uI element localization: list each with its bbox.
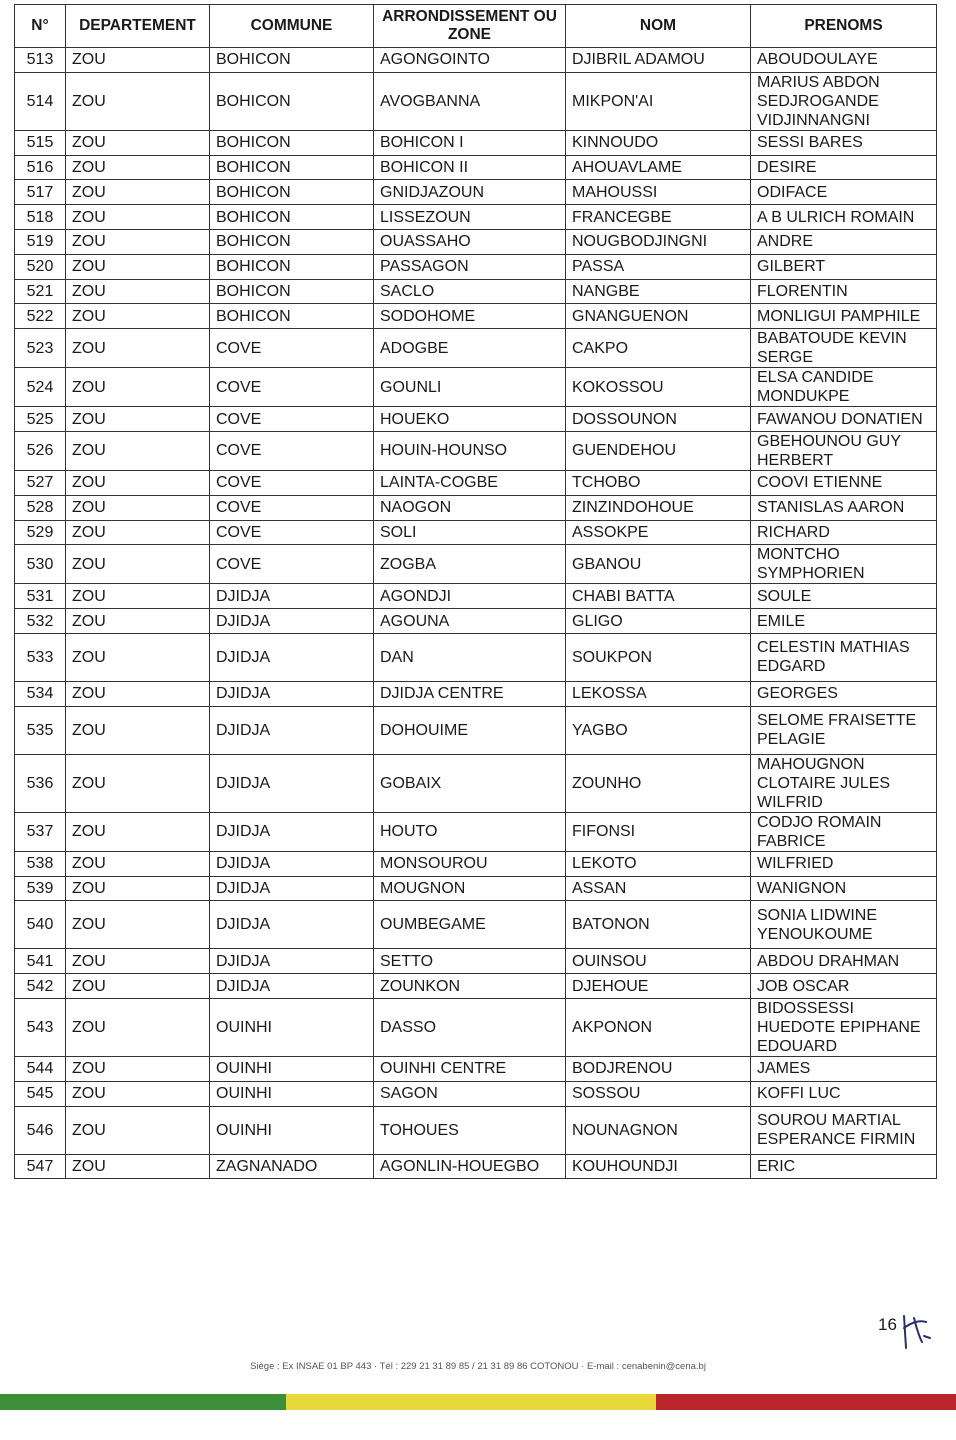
cell-departement: ZOU bbox=[66, 949, 210, 974]
cell-prenoms: FLORENTIN bbox=[751, 279, 937, 304]
cell-commune: BOHICON bbox=[210, 279, 374, 304]
cell-arrondissement: OUMBEGAME bbox=[374, 901, 566, 949]
cell-departement: ZOU bbox=[66, 851, 210, 876]
cell-arrondissement: GNIDJAZOUN bbox=[374, 180, 566, 205]
cell-nom: CHABI BATTA bbox=[566, 584, 751, 609]
table-row bbox=[15, 254, 937, 279]
cell-arrondissement: OUINHI CENTRE bbox=[374, 1056, 566, 1081]
cell-nom: FRANCEGBE bbox=[566, 205, 751, 230]
cell-departement: ZOU bbox=[66, 1154, 210, 1179]
cell-commune: COVE bbox=[210, 520, 374, 545]
cell-prenoms: JAMES bbox=[751, 1056, 937, 1081]
cell-arrondissement: AGONGOINTO bbox=[374, 48, 566, 73]
cell-number: 535 bbox=[15, 706, 66, 754]
cell-number: 532 bbox=[15, 609, 66, 634]
cell-prenoms: COOVI ETIENNE bbox=[751, 470, 937, 495]
cell-arrondissement: SETTO bbox=[374, 949, 566, 974]
cell-number: 542 bbox=[15, 974, 66, 999]
cell-departement: ZOU bbox=[66, 48, 210, 73]
cell-nom: MAHOUSSI bbox=[566, 180, 751, 205]
table-row bbox=[15, 812, 937, 851]
cell-nom: SOUKPON bbox=[566, 633, 751, 681]
cell-number: 541 bbox=[15, 949, 66, 974]
cell-departement: ZOU bbox=[66, 155, 210, 180]
cell-arrondissement: SACLO bbox=[374, 279, 566, 304]
cell-commune: DJIDJA bbox=[210, 584, 374, 609]
table-row bbox=[15, 180, 937, 205]
cell-departement: ZOU bbox=[66, 1081, 210, 1106]
cell-arrondissement: AVOGBANNA bbox=[374, 72, 566, 130]
cell-commune: DJIDJA bbox=[210, 974, 374, 999]
page-number: 16 bbox=[878, 1315, 897, 1334]
cell-number: 513 bbox=[15, 48, 66, 73]
cell-prenoms: A B ULRICH ROMAIN bbox=[751, 205, 937, 230]
cell-arrondissement: DAN bbox=[374, 633, 566, 681]
cell-nom: LEKOSSA bbox=[566, 681, 751, 706]
cell-number: 531 bbox=[15, 584, 66, 609]
cell-departement: ZOU bbox=[66, 180, 210, 205]
cell-departement: ZOU bbox=[66, 254, 210, 279]
header-nom: NOM bbox=[566, 5, 751, 48]
cell-arrondissement: DASSO bbox=[374, 998, 566, 1056]
cell-arrondissement: SODOHOME bbox=[374, 304, 566, 329]
cell-nom: GUENDEHOU bbox=[566, 431, 751, 470]
cell-departement: ZOU bbox=[66, 304, 210, 329]
cell-nom: DJIBRIL ADAMOU bbox=[566, 48, 751, 73]
cell-prenoms: GBEHOUNOU GUY HERBERT bbox=[751, 431, 937, 470]
cell-number: 520 bbox=[15, 254, 66, 279]
cell-departement: ZOU bbox=[66, 520, 210, 545]
cell-commune: COVE bbox=[210, 407, 374, 432]
cell-number: 522 bbox=[15, 304, 66, 329]
cell-arrondissement: MONSOUROU bbox=[374, 851, 566, 876]
cell-departement: ZOU bbox=[66, 470, 210, 495]
cell-departement: ZOU bbox=[66, 329, 210, 368]
cell-number: 525 bbox=[15, 407, 66, 432]
header-commune: COMMUNE bbox=[210, 5, 374, 48]
header-arrondissement: ARRONDISSEMENT OU ZONE bbox=[374, 5, 566, 48]
cell-prenoms: ODIFACE bbox=[751, 180, 937, 205]
table-row bbox=[15, 495, 937, 520]
table-row bbox=[15, 431, 937, 470]
cell-prenoms: KOFFI LUC bbox=[751, 1081, 937, 1106]
cell-nom: CAKPO bbox=[566, 329, 751, 368]
cell-nom: ZOUNHO bbox=[566, 754, 751, 812]
cell-number: 536 bbox=[15, 754, 66, 812]
cell-arrondissement: AGOUNA bbox=[374, 609, 566, 634]
cell-arrondissement: GOUNLI bbox=[374, 368, 566, 407]
cell-commune: OUINHI bbox=[210, 998, 374, 1056]
cell-number: 524 bbox=[15, 368, 66, 407]
cell-commune: DJIDJA bbox=[210, 812, 374, 851]
cell-number: 543 bbox=[15, 998, 66, 1056]
cell-commune: DJIDJA bbox=[210, 633, 374, 681]
cell-number: 528 bbox=[15, 495, 66, 520]
cell-commune: BOHICON bbox=[210, 130, 374, 155]
cell-departement: ZOU bbox=[66, 876, 210, 901]
table-row bbox=[15, 633, 937, 681]
cell-nom: NOUGBODJINGNI bbox=[566, 229, 751, 254]
table-row bbox=[15, 584, 937, 609]
cell-prenoms: ABOUDOULAYE bbox=[751, 48, 937, 73]
cell-nom: SOSSOU bbox=[566, 1081, 751, 1106]
cell-number: 533 bbox=[15, 633, 66, 681]
cell-arrondissement: MOUGNON bbox=[374, 876, 566, 901]
cell-prenoms: MONLIGUI PAMPHILE bbox=[751, 304, 937, 329]
cell-departement: ZOU bbox=[66, 431, 210, 470]
cell-prenoms: ELSA CANDIDE MONDUKPE bbox=[751, 368, 937, 407]
cell-commune: BOHICON bbox=[210, 48, 374, 73]
cell-departement: ZOU bbox=[66, 901, 210, 949]
cell-departement: ZOU bbox=[66, 754, 210, 812]
cell-number: 538 bbox=[15, 851, 66, 876]
table-row bbox=[15, 681, 937, 706]
cell-prenoms: STANISLAS AARON bbox=[751, 495, 937, 520]
cell-nom: TCHOBO bbox=[566, 470, 751, 495]
cell-commune: BOHICON bbox=[210, 155, 374, 180]
cell-nom: MIKPON'AI bbox=[566, 72, 751, 130]
cell-commune: BOHICON bbox=[210, 180, 374, 205]
table-row bbox=[15, 470, 937, 495]
cell-commune: BOHICON bbox=[210, 205, 374, 230]
cell-arrondissement: GOBAIX bbox=[374, 754, 566, 812]
flag-green-band bbox=[0, 1394, 286, 1410]
cell-prenoms: MARIUS ABDON SEDJROGANDE VIDJINNANGNI bbox=[751, 72, 937, 130]
cell-departement: ZOU bbox=[66, 584, 210, 609]
header-prenoms: PRENOMS bbox=[751, 5, 937, 48]
cell-commune: COVE bbox=[210, 495, 374, 520]
cell-arrondissement: ZOGBA bbox=[374, 545, 566, 584]
cell-number: 516 bbox=[15, 155, 66, 180]
table-row bbox=[15, 706, 937, 754]
cell-nom: PASSA bbox=[566, 254, 751, 279]
table-row bbox=[15, 1056, 937, 1081]
cell-number: 523 bbox=[15, 329, 66, 368]
cell-prenoms: SOUROU MARTIAL ESPERANCE FIRMIN bbox=[751, 1106, 937, 1154]
cell-departement: ZOU bbox=[66, 681, 210, 706]
table-row bbox=[15, 609, 937, 634]
cell-commune: DJIDJA bbox=[210, 609, 374, 634]
cell-prenoms: SONIA LIDWINE YENOUKOUME bbox=[751, 901, 937, 949]
cell-departement: ZOU bbox=[66, 279, 210, 304]
cell-commune: COVE bbox=[210, 470, 374, 495]
cell-number: 537 bbox=[15, 812, 66, 851]
table-row bbox=[15, 1081, 937, 1106]
cell-commune: DJIDJA bbox=[210, 851, 374, 876]
cell-number: 514 bbox=[15, 72, 66, 130]
table-header-row bbox=[15, 5, 937, 48]
cell-departement: ZOU bbox=[66, 407, 210, 432]
cell-arrondissement: PASSAGON bbox=[374, 254, 566, 279]
table-row bbox=[15, 329, 937, 368]
cell-number: 526 bbox=[15, 431, 66, 470]
cell-commune: DJIDJA bbox=[210, 949, 374, 974]
cell-arrondissement: SAGON bbox=[374, 1081, 566, 1106]
cell-prenoms: GEORGES bbox=[751, 681, 937, 706]
cell-departement: ZOU bbox=[66, 812, 210, 851]
cell-prenoms: BABATOUDE KEVIN SERGE bbox=[751, 329, 937, 368]
table-row bbox=[15, 48, 937, 73]
cell-nom: BATONON bbox=[566, 901, 751, 949]
table-row bbox=[15, 368, 937, 407]
signature-mark bbox=[898, 1312, 934, 1352]
cell-number: 521 bbox=[15, 279, 66, 304]
cell-prenoms: ABDOU DRAHMAN bbox=[751, 949, 937, 974]
table-row bbox=[15, 876, 937, 901]
cell-departement: ZOU bbox=[66, 998, 210, 1056]
cell-commune: DJIDJA bbox=[210, 901, 374, 949]
cell-prenoms: ERIC bbox=[751, 1154, 937, 1179]
cell-arrondissement: HOUIN-HOUNSO bbox=[374, 431, 566, 470]
cell-prenoms: GILBERT bbox=[751, 254, 937, 279]
header-departement: DEPARTEMENT bbox=[66, 5, 210, 48]
cell-arrondissement: ZOUNKON bbox=[374, 974, 566, 999]
cell-prenoms: MONTCHO SYMPHORIEN bbox=[751, 545, 937, 584]
cell-departement: ZOU bbox=[66, 609, 210, 634]
cell-nom: AHOUAVLAME bbox=[566, 155, 751, 180]
cell-commune: BOHICON bbox=[210, 229, 374, 254]
cell-arrondissement: DJIDJA CENTRE bbox=[374, 681, 566, 706]
cell-prenoms: ANDRE bbox=[751, 229, 937, 254]
cell-arrondissement: HOUEKO bbox=[374, 407, 566, 432]
table-row bbox=[15, 205, 937, 230]
cell-number: 515 bbox=[15, 130, 66, 155]
cell-departement: ZOU bbox=[66, 205, 210, 230]
table-row bbox=[15, 998, 937, 1056]
cell-arrondissement: NAOGON bbox=[374, 495, 566, 520]
cell-nom: GBANOU bbox=[566, 545, 751, 584]
cell-prenoms: MAHOUGNON CLOTAIRE JULES WILFRID bbox=[751, 754, 937, 812]
table-body bbox=[15, 48, 937, 1179]
cell-number: 517 bbox=[15, 180, 66, 205]
footer-contact: Siège : Ex INSAE 01 BP 443 · Tél : 229 21 31 89 85 / 21 31 89 86 COTONOU · E-mail : cenabenin@cena.bj bbox=[250, 1361, 706, 1372]
cell-nom: KOUHOUNDJI bbox=[566, 1154, 751, 1179]
cell-prenoms: SOULE bbox=[751, 584, 937, 609]
cell-arrondissement: TOHOUES bbox=[374, 1106, 566, 1154]
cell-commune: DJIDJA bbox=[210, 754, 374, 812]
table-row bbox=[15, 901, 937, 949]
cell-commune: ZAGNANADO bbox=[210, 1154, 374, 1179]
cell-prenoms: FAWANOU DONATIEN bbox=[751, 407, 937, 432]
cell-number: 534 bbox=[15, 681, 66, 706]
cell-nom: NANGBE bbox=[566, 279, 751, 304]
cell-nom: ASSOKPE bbox=[566, 520, 751, 545]
cell-commune: OUINHI bbox=[210, 1081, 374, 1106]
cell-nom: KINNOUDO bbox=[566, 130, 751, 155]
cell-nom: ASSAN bbox=[566, 876, 751, 901]
cell-prenoms: CODJO ROMAIN FABRICE bbox=[751, 812, 937, 851]
cell-prenoms: JOB OSCAR bbox=[751, 974, 937, 999]
cell-number: 518 bbox=[15, 205, 66, 230]
flag-red-band bbox=[656, 1394, 956, 1410]
table-row bbox=[15, 130, 937, 155]
cell-departement: ZOU bbox=[66, 545, 210, 584]
cell-number: 540 bbox=[15, 901, 66, 949]
cell-arrondissement: BOHICON II bbox=[374, 155, 566, 180]
table-row bbox=[15, 279, 937, 304]
cell-nom: AKPONON bbox=[566, 998, 751, 1056]
cell-arrondissement: OUASSAHO bbox=[374, 229, 566, 254]
cell-commune: OUINHI bbox=[210, 1056, 374, 1081]
flag-stripe bbox=[0, 1394, 956, 1410]
cell-number: 546 bbox=[15, 1106, 66, 1154]
cell-departement: ZOU bbox=[66, 1056, 210, 1081]
cell-departement: ZOU bbox=[66, 1106, 210, 1154]
cell-nom: OUINSOU bbox=[566, 949, 751, 974]
table-row bbox=[15, 304, 937, 329]
cell-departement: ZOU bbox=[66, 229, 210, 254]
table-row bbox=[15, 545, 937, 584]
cell-prenoms: SESSI BARES bbox=[751, 130, 937, 155]
cell-departement: ZOU bbox=[66, 72, 210, 130]
cell-commune: DJIDJA bbox=[210, 681, 374, 706]
cell-departement: ZOU bbox=[66, 706, 210, 754]
cell-nom: LEKOTO bbox=[566, 851, 751, 876]
cell-prenoms: WILFRIED bbox=[751, 851, 937, 876]
table-row bbox=[15, 155, 937, 180]
cell-nom: DJEHOUE bbox=[566, 974, 751, 999]
cell-number: 529 bbox=[15, 520, 66, 545]
cell-departement: ZOU bbox=[66, 130, 210, 155]
cell-arrondissement: ADOGBE bbox=[374, 329, 566, 368]
cell-nom: GNANGUENON bbox=[566, 304, 751, 329]
cell-prenoms: SELOME FRAISETTE PELAGIE bbox=[751, 706, 937, 754]
cell-prenoms: DESIRE bbox=[751, 155, 937, 180]
cell-arrondissement: HOUTO bbox=[374, 812, 566, 851]
cell-nom: NOUNAGNON bbox=[566, 1106, 751, 1154]
cell-prenoms: RICHARD bbox=[751, 520, 937, 545]
cell-commune: DJIDJA bbox=[210, 706, 374, 754]
flag-yellow-band bbox=[286, 1394, 656, 1410]
cell-prenoms: WANIGNON bbox=[751, 876, 937, 901]
header-number: N° bbox=[15, 5, 66, 48]
cell-prenoms: BIDOSSESSI HUEDOTE EPIPHANE EDOUARD bbox=[751, 998, 937, 1056]
cell-nom: YAGBO bbox=[566, 706, 751, 754]
cell-nom: KOKOSSOU bbox=[566, 368, 751, 407]
cell-number: 547 bbox=[15, 1154, 66, 1179]
cell-arrondissement: LISSEZOUN bbox=[374, 205, 566, 230]
cell-departement: ZOU bbox=[66, 633, 210, 681]
cell-commune: COVE bbox=[210, 329, 374, 368]
cell-departement: ZOU bbox=[66, 974, 210, 999]
table-row bbox=[15, 949, 937, 974]
cell-number: 519 bbox=[15, 229, 66, 254]
cell-arrondissement: LAINTA-COGBE bbox=[374, 470, 566, 495]
cell-commune: BOHICON bbox=[210, 304, 374, 329]
cell-number: 544 bbox=[15, 1056, 66, 1081]
cell-nom: BODJRENOU bbox=[566, 1056, 751, 1081]
cell-commune: COVE bbox=[210, 545, 374, 584]
cell-commune: COVE bbox=[210, 368, 374, 407]
cell-prenoms: EMILE bbox=[751, 609, 937, 634]
cell-arrondissement: BOHICON I bbox=[374, 130, 566, 155]
table-row bbox=[15, 974, 937, 999]
cell-nom: DOSSOUNON bbox=[566, 407, 751, 432]
table-row bbox=[15, 72, 937, 130]
table-row bbox=[15, 520, 937, 545]
table-row bbox=[15, 1106, 937, 1154]
cell-departement: ZOU bbox=[66, 495, 210, 520]
cell-commune: DJIDJA bbox=[210, 876, 374, 901]
cell-nom: GLIGO bbox=[566, 609, 751, 634]
cell-arrondissement: DOHOUIME bbox=[374, 706, 566, 754]
cell-prenoms: CELESTIN MATHIAS EDGARD bbox=[751, 633, 937, 681]
cell-number: 530 bbox=[15, 545, 66, 584]
cell-nom: FIFONSI bbox=[566, 812, 751, 851]
cell-commune: BOHICON bbox=[210, 254, 374, 279]
cell-nom: ZINZINDOHOUE bbox=[566, 495, 751, 520]
candidates-table bbox=[14, 4, 937, 1179]
cell-arrondissement: SOLI bbox=[374, 520, 566, 545]
cell-departement: ZOU bbox=[66, 368, 210, 407]
cell-commune: OUINHI bbox=[210, 1106, 374, 1154]
table-row bbox=[15, 407, 937, 432]
cell-number: 545 bbox=[15, 1081, 66, 1106]
table-row bbox=[15, 851, 937, 876]
cell-number: 527 bbox=[15, 470, 66, 495]
table-row bbox=[15, 229, 937, 254]
cell-number: 539 bbox=[15, 876, 66, 901]
table-row bbox=[15, 1154, 937, 1179]
cell-commune: BOHICON bbox=[210, 72, 374, 130]
cell-arrondissement: AGONLIN-HOUEGBO bbox=[374, 1154, 566, 1179]
table-row bbox=[15, 754, 937, 812]
cell-arrondissement: AGONDJI bbox=[374, 584, 566, 609]
cell-commune: COVE bbox=[210, 431, 374, 470]
